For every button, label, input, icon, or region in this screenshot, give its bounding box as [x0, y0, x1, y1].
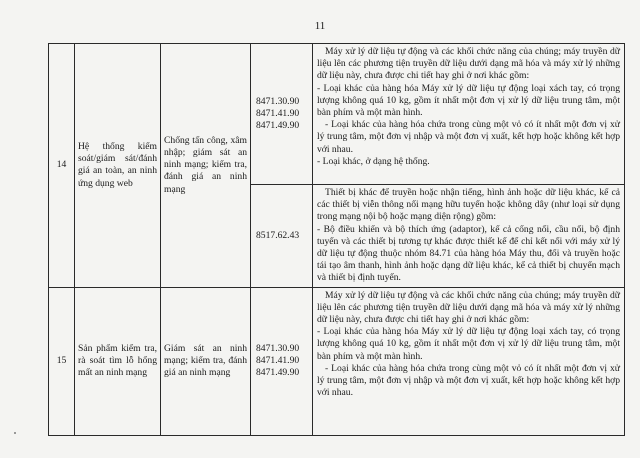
description-line: Máy xử lý dữ liệu tự động và các khối chức năng của chúng; máy truyền dữ liệu lên các phương tiện truyền dữ liệu dưới dạng mã hóa và máy xử lý những dữ liệu này, chưa được chi tiết hay ghi ở nơi khác gồm: [317, 289, 620, 326]
description-line: Thiết bị khác để truyền hoặc nhận tiếng, hình ảnh hoặc dữ liệu khác, kể cả các thiết bị viễn thông nối mạng hữu tuyến hoặc không dây (như loại sử dụng trong mạng nội bộ hoặc mạng diện rộng) gồm: [317, 187, 620, 223]
hs-code: 8471.49.90 [256, 120, 300, 132]
product-name: Sản phẩm kiểm tra, rà soát tìm lỗ hổng mất an ninh mạng [75, 287, 161, 435]
hs-code: 8517.62.43 [256, 229, 300, 241]
description-line: - Loại khác của hàng hóa chứa trong cùng một vỏ có ít nhất một đơn vị xử lý trung tâm, một đơn vị nhập và một đơn vị xuất, kết hợp hoặc không kết hợp với nhau. [317, 362, 620, 399]
hs-codes [251, 287, 313, 435]
description-line: - Loại khác của hàng hóa chứa trong cùng một vỏ có ít nhất một đơn vị xử lý trung tâm, một đơn vị nhập và một đơn vị xuất, kết hợp hoặc không kết hợp với nhau. [317, 119, 620, 155]
description-line: - Loại khác, ở dạng hệ thống. [317, 155, 430, 167]
table-row [49, 44, 625, 185]
goods-description [313, 287, 625, 435]
scan-speck [14, 432, 16, 434]
goods-description [313, 44, 625, 185]
hs-code: 8471.49.90 [256, 367, 300, 379]
regulation-table [48, 43, 625, 436]
table-row [49, 287, 625, 435]
row-number: 14 [49, 44, 75, 288]
product-name: Hệ thống kiểm soát/giám sát/đánh giá an toàn, an ninh ứng dụng web [75, 44, 161, 288]
description-line: - Loại khác của hàng hóa Máy xử lý dữ liệu tự động loại xách tay, có trọng lượng không quá 10 kg, gồm ít nhất một đơn vị xử lý dữ liệu trung tâm, một bàn phím và một màn hình. [317, 82, 620, 119]
hs-code: 8471.30.90 [256, 95, 300, 107]
product-function: Chống tấn công, xâm nhập; giám sát an ninh mạng; kiểm tra, đánh giá an ninh mạng [161, 44, 251, 288]
hs-codes [251, 44, 313, 185]
hs-codes [251, 185, 313, 288]
description-line: - Loại khác của hàng hóa Máy xử lý dữ liệu tự động loại xách tay, có trọng lượng không quá 10 kg, gồm ít nhất một đơn vị xử lý dữ liệu trung tâm, một bàn phím và một màn hình. [317, 326, 620, 362]
goods-description [313, 185, 625, 288]
page-number: 11 [314, 20, 326, 32]
description-line: - Bộ điều khiển và bộ thích ứng (adaptor), kể cả cổng nối, cầu nối, bộ định tuyến và các thiết bị tương tự khác được thiết kế để chỉ kết nối với máy xử lý dữ liệu tự động thuộc nhóm 84.71 của hàng hóa Máy thu, đổi và truyền hoặc tái tạo âm thanh, hình ảnh hoặc dạng dữ liệu khác, kể cả thiết bị chuyển mạch và thiết bị định tuyến. [317, 223, 620, 284]
product-function: Giám sát an ninh mạng; kiểm tra, đánh giá an ninh mạng [161, 287, 251, 435]
hs-code: 8471.41.90 [256, 355, 300, 367]
description-line: Máy xử lý dữ liệu tự động và các khối chức năng của chúng; máy truyền dữ liệu lên các phương tiện truyền dữ liệu dưới dạng mã hóa và máy xử lý những dữ liệu này, chưa được chi tiết hay ghi ở nơi khác gồm: [317, 46, 620, 82]
hs-code: 8471.41.90 [256, 107, 300, 119]
row-number: 15 [49, 287, 75, 435]
hs-code: 8471.30.90 [256, 342, 300, 354]
